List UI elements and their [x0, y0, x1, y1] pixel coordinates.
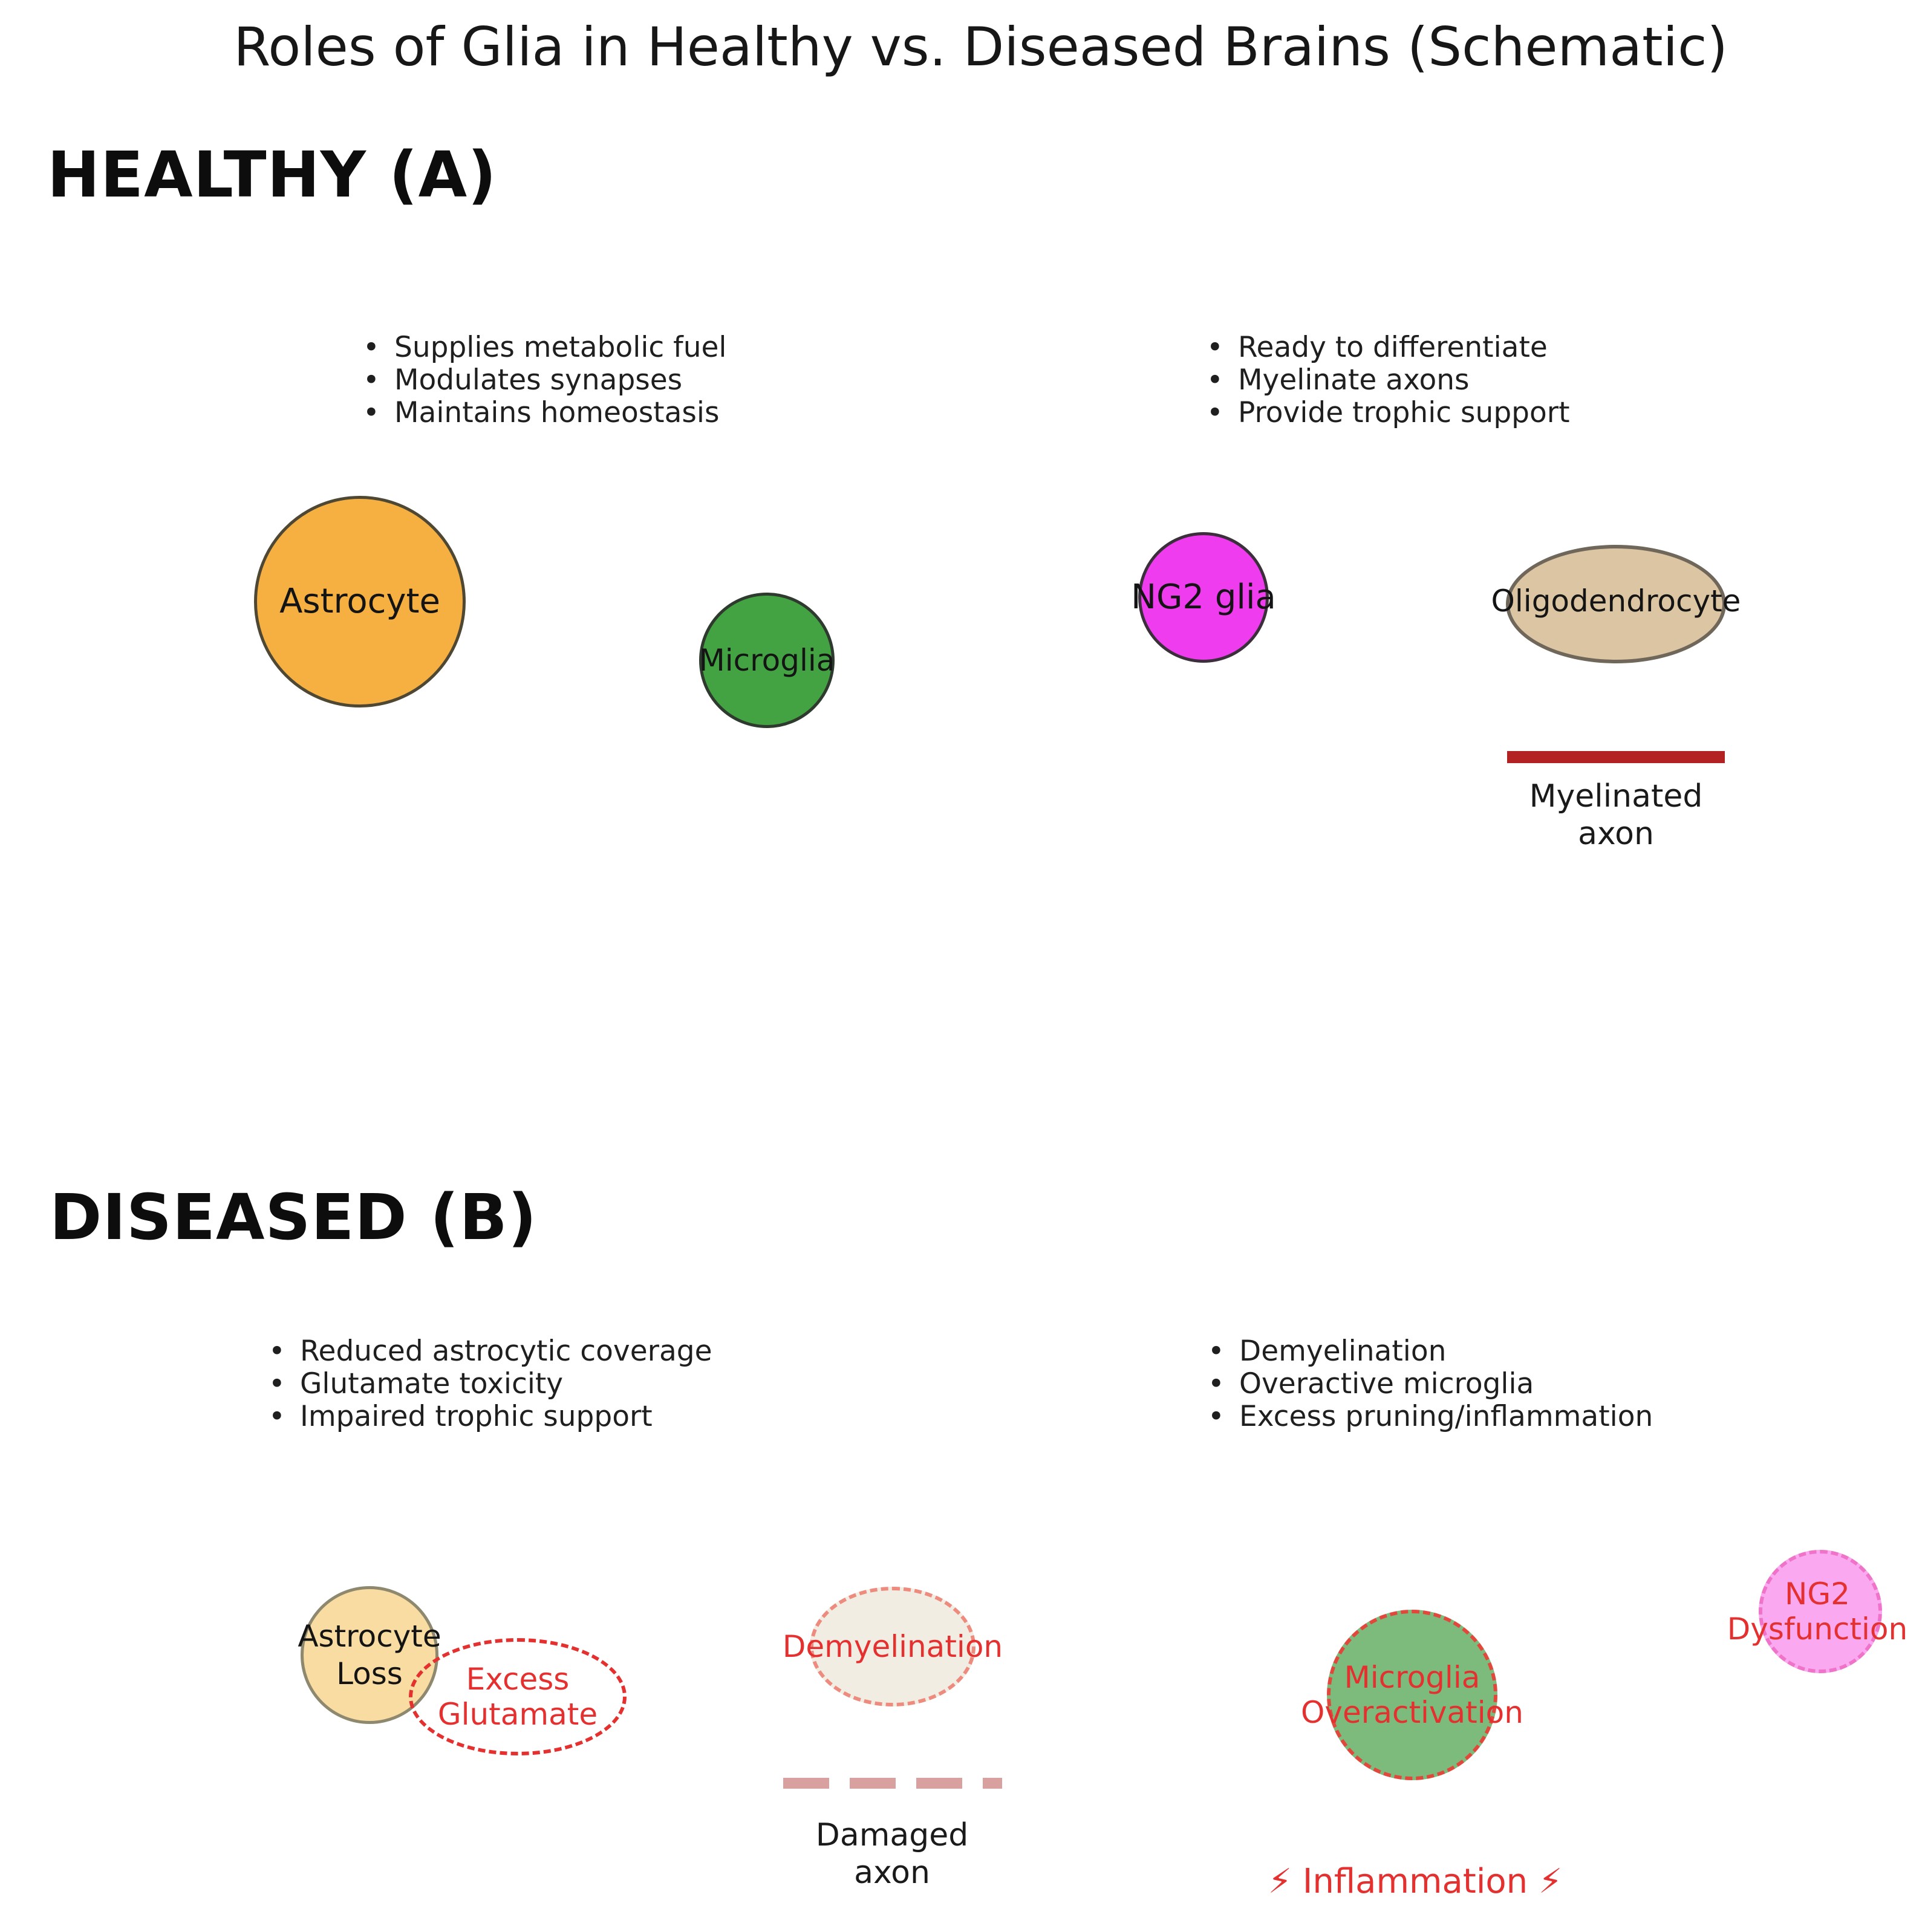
microglia-overactivation-label-line1: Microglia	[1344, 1660, 1480, 1695]
myelinated-axon-line	[1507, 751, 1725, 763]
bullet-item	[269, 1400, 712, 1433]
bullet-icon: •	[1207, 331, 1223, 364]
astrocyte-loss-label-line1: Astrocyte	[298, 1619, 441, 1654]
bullet-item	[363, 397, 726, 429]
excess-glutamate-label-line1: Excess	[466, 1662, 570, 1697]
bullet-text: Ready to differentiate	[1238, 331, 1548, 364]
ng2-dysfunction-label-line2: Dysfunction	[1727, 1612, 1908, 1647]
bullet-icon: •	[363, 363, 380, 397]
damaged-axon-line	[783, 1778, 1002, 1789]
bullet-item	[363, 331, 726, 364]
microglia-overactivation-label	[1301, 1660, 1523, 1730]
bullet-item	[269, 1335, 712, 1368]
bullet-item	[1207, 331, 1570, 364]
ng2-dysfunction-label	[1727, 1576, 1907, 1647]
bullet-icon: •	[363, 396, 380, 429]
bullet-text: Myelinate axons	[1238, 363, 1470, 397]
bullet-text: Excess pruning/inflammation	[1239, 1400, 1653, 1433]
demyelination-label: Demyelination	[782, 1629, 1003, 1664]
myelinated-axon-label-line1: Myelinated	[1529, 778, 1703, 815]
bullet-text: Supplies metabolic fuel	[394, 331, 727, 364]
damaged-axon-label-line1: Damaged	[815, 1817, 969, 1853]
microglia-label: Microglia	[699, 643, 835, 678]
bullet-item	[1208, 1400, 1653, 1433]
bullet-text: Overactive microglia	[1239, 1367, 1534, 1400]
bullet-item	[1207, 364, 1570, 397]
myelinated-axon-label-line2: axon	[1578, 816, 1654, 852]
ng2-glia-label: NG2 glia	[1131, 577, 1276, 617]
excess-glutamate-label	[438, 1662, 598, 1732]
myelinated-axon-label	[1529, 778, 1703, 853]
section-header-diseased: DISEASED (B)	[50, 1180, 538, 1254]
diseased-left-bullet-list	[269, 1335, 712, 1433]
section-header-healthy: HEALTHY (A)	[47, 138, 497, 212]
damaged-axon-label-line2: axon	[854, 1855, 930, 1891]
bullet-text: Impaired trophic support	[300, 1400, 653, 1433]
bullet-item	[1208, 1335, 1653, 1368]
bullet-item	[1207, 397, 1570, 429]
healthy-ng2-bullet-list	[1207, 331, 1570, 429]
bullet-icon: •	[269, 1400, 285, 1433]
healthy-astrocyte-bullet-list	[363, 331, 726, 429]
excess-glutamate-label-line2: Glutamate	[437, 1697, 598, 1732]
astrocyte-label: Astrocyte	[279, 582, 440, 621]
ng2-dysfunction-label-line1: NG2	[1785, 1576, 1850, 1612]
inflammation-label: ⚡ Inflammation ⚡	[1268, 1862, 1563, 1901]
bullet-item	[363, 364, 726, 397]
bullet-icon: •	[269, 1367, 285, 1400]
bullet-icon: •	[1208, 1335, 1225, 1368]
bullet-icon: •	[1208, 1400, 1225, 1433]
oligodendrocyte-label: Oligodendrocyte	[1491, 584, 1741, 619]
bullet-text: Glutamate toxicity	[300, 1367, 564, 1400]
bullet-text: Reduced astrocytic coverage	[300, 1335, 712, 1368]
figure-title: Roles of Glia in Healthy vs. Diseased Brains (Schematic)	[233, 16, 1728, 78]
diseased-right-bullet-list	[1208, 1335, 1653, 1433]
bullet-text: Modulates synapses	[394, 363, 683, 397]
microglia-overactivation-label-line2: Overactivation	[1301, 1695, 1523, 1730]
bullet-item	[1208, 1368, 1653, 1400]
bullet-icon: •	[1208, 1367, 1225, 1400]
damaged-axon-label	[816, 1817, 968, 1891]
bullet-text: Demyelination	[1239, 1335, 1447, 1368]
bullet-item	[269, 1368, 712, 1400]
bullet-icon: •	[269, 1335, 285, 1368]
bullet-icon: •	[1207, 363, 1223, 397]
astrocyte-loss-label-line2: Loss	[336, 1656, 403, 1691]
bullet-text: Maintains homeostasis	[394, 396, 720, 429]
bullet-text: Provide trophic support	[1238, 396, 1570, 429]
bullet-icon: •	[363, 331, 380, 364]
bullet-icon: •	[1207, 396, 1223, 429]
